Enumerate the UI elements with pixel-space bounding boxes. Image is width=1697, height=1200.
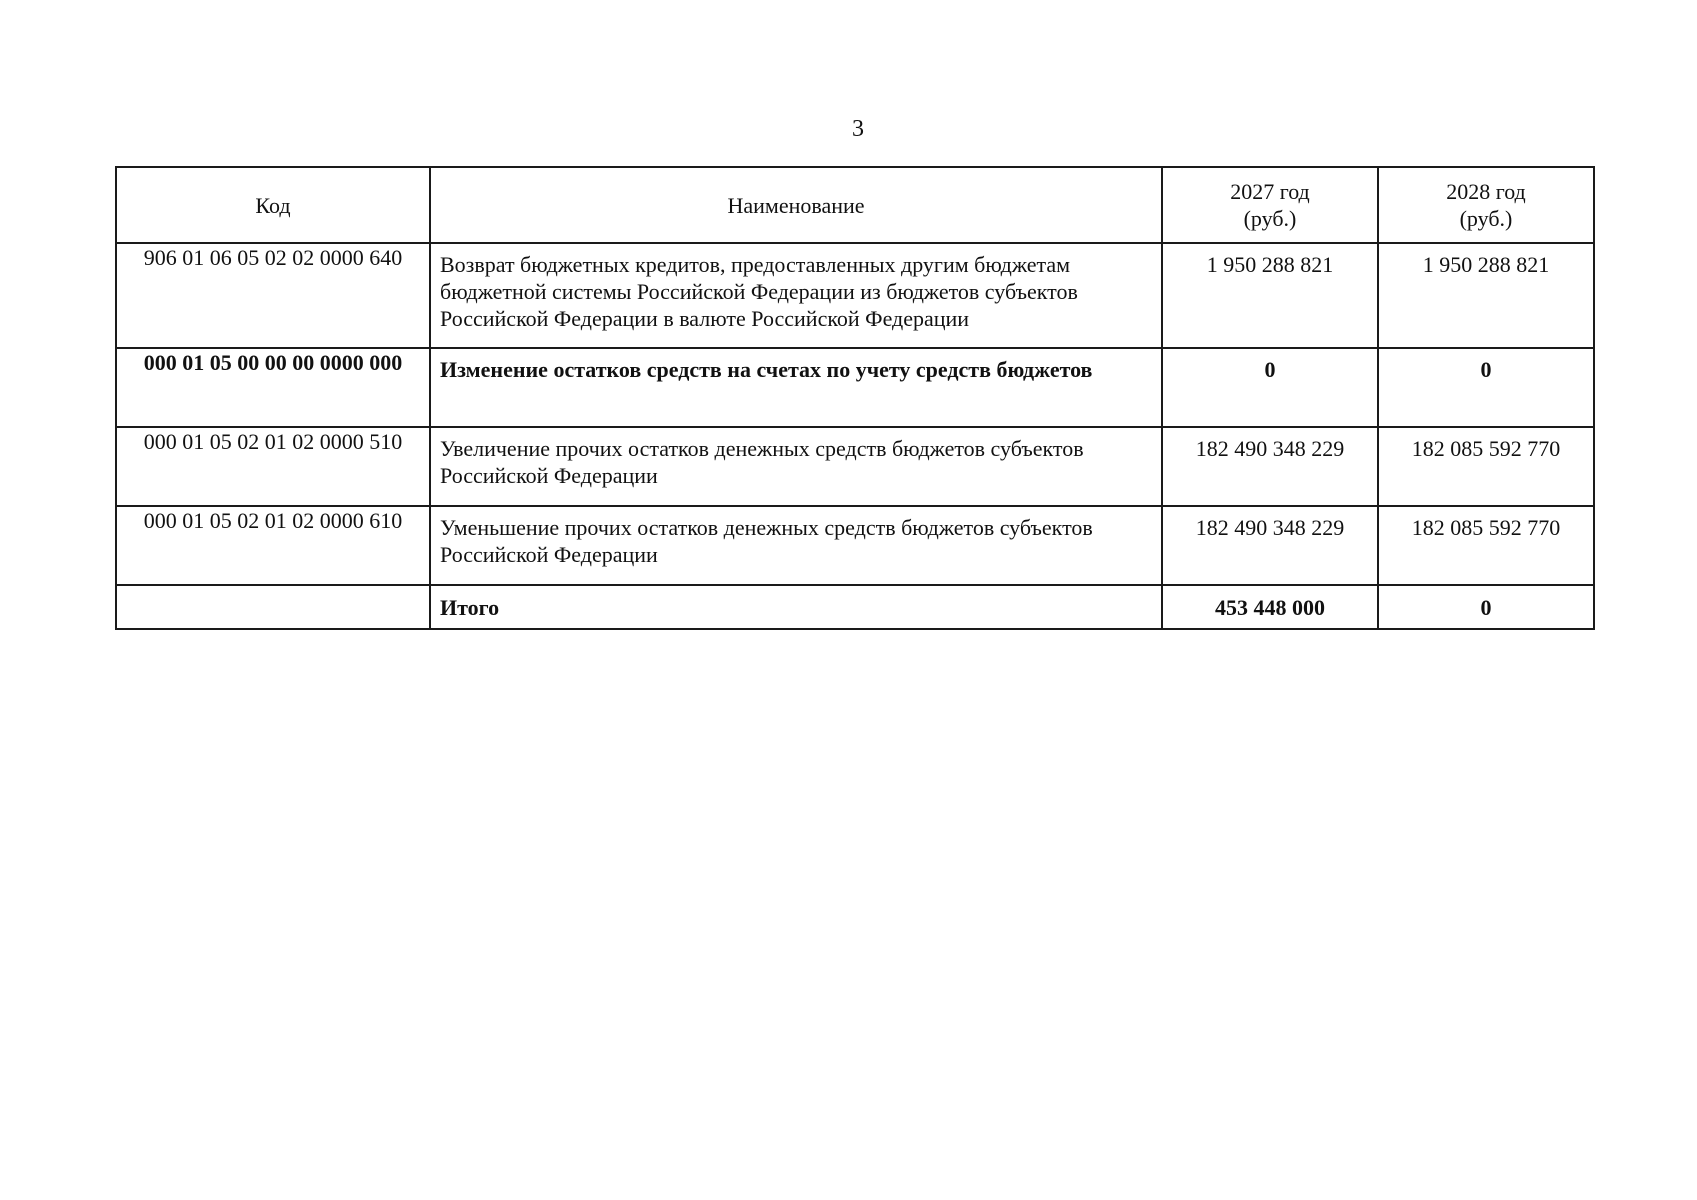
row-name: Изменение остатков средств на счетах по учету средств бюджетов: [430, 348, 1162, 427]
row-code: 000 01 05 00 00 00 0000 000: [116, 348, 430, 427]
row-value-2028: 1 950 288 821: [1378, 243, 1594, 348]
table-row: [116, 427, 1594, 506]
row-code: 906 01 06 05 02 02 0000 640: [116, 243, 430, 348]
row-name: Увеличение прочих остатков денежных средств бюджетов субъектов Российской Федерации: [430, 427, 1162, 506]
row-code: 000 01 05 02 01 02 0000 510: [116, 427, 430, 506]
row-value-2027: 0: [1162, 348, 1378, 427]
row-value-2028: 182 085 592 770: [1378, 506, 1594, 585]
row-value-2027: 1 950 288 821: [1162, 243, 1378, 348]
row-value-2028: 0: [1378, 348, 1594, 427]
row-name: Возврат бюджетных кредитов, предоставленных другим бюджетам бюджетной системы Российской Федерации из бюджетов субъектов Российской Федерации в валюте Российской Федерации: [430, 243, 1162, 348]
table-row: [116, 243, 1594, 348]
row-value-2028: 182 085 592 770: [1378, 427, 1594, 506]
header-year-2028: [1378, 167, 1594, 243]
total-label: Итого: [430, 585, 1162, 629]
table-row: [116, 506, 1594, 585]
header-year-2027-label: 2027 год: [1230, 179, 1310, 204]
header-year-2027-unit: (руб.): [1243, 206, 1297, 231]
header-code: Код: [116, 167, 430, 243]
row-name: Уменьшение прочих остатков денежных средств бюджетов субъектов Российской Федерации: [430, 506, 1162, 585]
total-row: [116, 585, 1594, 629]
row-code: 000 01 05 02 01 02 0000 610: [116, 506, 430, 585]
total-value-2028: 0: [1378, 585, 1594, 629]
header-year-2027: [1162, 167, 1378, 243]
budget-sources-table: [115, 166, 1595, 630]
page-number: 3: [852, 116, 864, 142]
row-value-2027: 182 490 348 229: [1162, 506, 1378, 585]
total-code: [116, 585, 430, 629]
header-name: Наименование: [430, 167, 1162, 243]
table-row: [116, 348, 1594, 427]
table-header-row: [116, 167, 1594, 243]
header-year-2028-unit: (руб.): [1459, 206, 1513, 231]
header-year-2028-label: 2028 год: [1446, 179, 1526, 204]
total-value-2027: 453 448 000: [1162, 585, 1378, 629]
row-value-2027: 182 490 348 229: [1162, 427, 1378, 506]
